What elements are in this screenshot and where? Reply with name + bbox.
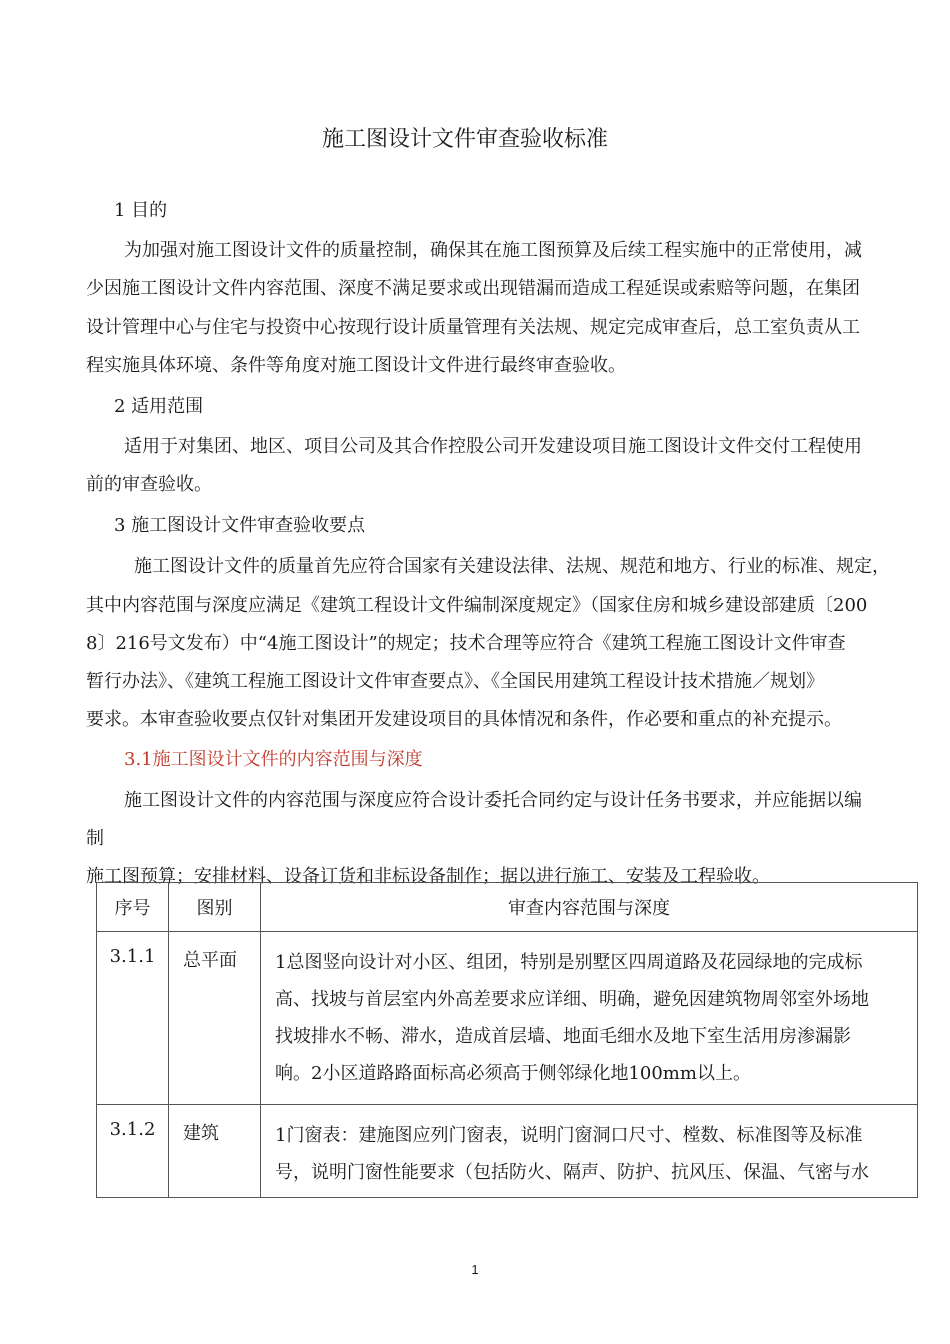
table-row [97,1105,918,1198]
page-number: 1 [471,1262,479,1277]
review-table [96,882,918,1198]
row-number: 3.1.1 [97,932,169,1105]
row-content [261,932,918,1105]
content-line: 号，说明门窗性能要求（包括防火、隔声、防护、抗风压、保温、气密与水 [275,1162,869,1183]
subsection-heading: 3.1施工图设计文件的内容范围与深度 [124,749,423,770]
table-header-row [97,883,918,932]
paragraph-line: 适用于对集团、地区、项目公司及其合作控股公司开发建设项目施工图设计文件交付工程使用 [124,436,862,457]
paragraph-line: 少因施工图设计文件内容范围、深度不满足要求或出现错漏而造成工程延误或索赔等问题，在集团 [86,278,860,299]
section-heading-review-points: 3 施工图设计文件审查验收要点 [114,515,366,536]
table-row [97,932,918,1105]
paragraph-line: 施工图设计文件的质量首先应符合国家有关建设法律、法规、规范和地方、行业的标准、规定， [134,556,890,577]
content-line: 1门窗表：建施图应列门窗表，说明门窗洞口尺寸、樘数、标准图等及标准 [275,1125,863,1146]
page-title: 施工图设计文件审查验收标准 [321,127,608,152]
paragraph-line: 其中内容范围与深度应满足《建筑工程设计文件编制深度规定》（国家住房和城乡建设部建质〔200 [86,595,868,616]
paragraph-line: 前的审查验收。 [86,474,212,495]
content-line: 高、找坡与首层室内外高差要求应详细、明确，避免因建筑物周邻室外场地 [275,989,869,1010]
content-line: 找坡排水不畅、滞水，造成首层墙、地面毛细水及地下室生活用房渗漏影 [275,1026,851,1047]
paragraph-line: 8〕216号文发布）中“4施工图设计”的规定；技术合理等应符合《建筑工程施工图设计文件审查 [86,633,846,654]
row-content [261,1105,918,1198]
paragraph-line: 程实施具体环境、条件等角度对施工图设计文件进行最终审查验收。 [86,355,626,376]
paragraph-line: 要求。本审查验收要点仅针对集团开发建设项目的具体情况和条件，作必要和重点的补充提示。 [86,709,842,730]
row-category: 总平面 [169,932,261,1105]
content-line: 1总图竖向设计对小区、组团，特别是别墅区四周道路及花园绿地的完成标 [275,952,863,973]
row-category: 建筑 [169,1105,261,1198]
paragraph-line: 暂行办法》、《建筑工程施工图设计文件审查要点》、《全国民用建筑工程设计技术措施／规划》 [86,671,824,692]
column-header-number: 序号 [97,883,169,932]
paragraph-line: 制 [86,828,104,849]
column-header-content: 审查内容范围与深度 [261,883,918,932]
section-heading-purpose: 1 目的 [114,200,168,221]
column-header-category: 图别 [169,883,261,932]
paragraph-line: 施工图预算；安排材料、设备订货和非标设备制作；据以进行施工、安装及工程验收。 [86,866,770,887]
row-number: 3.1.2 [97,1105,169,1198]
section-heading-scope: 2 适用范围 [114,396,204,417]
content-line: 响。2小区道路路面标高必须高于侧邻绿化地100mm以上。 [275,1063,751,1084]
paragraph-line: 施工图设计文件的内容范围与深度应符合设计委托合同约定与设计任务书要求，并应能据以编 [124,790,862,811]
paragraph-line: 为加强对施工图设计文件的质量控制，确保其在施工图预算及后续工程实施中的正常使用，减 [124,240,862,261]
paragraph-line: 设计管理中心与住宅与投资中心按现行设计质量管理有关法规、规定完成审查后，总工室负责从工 [86,317,860,338]
